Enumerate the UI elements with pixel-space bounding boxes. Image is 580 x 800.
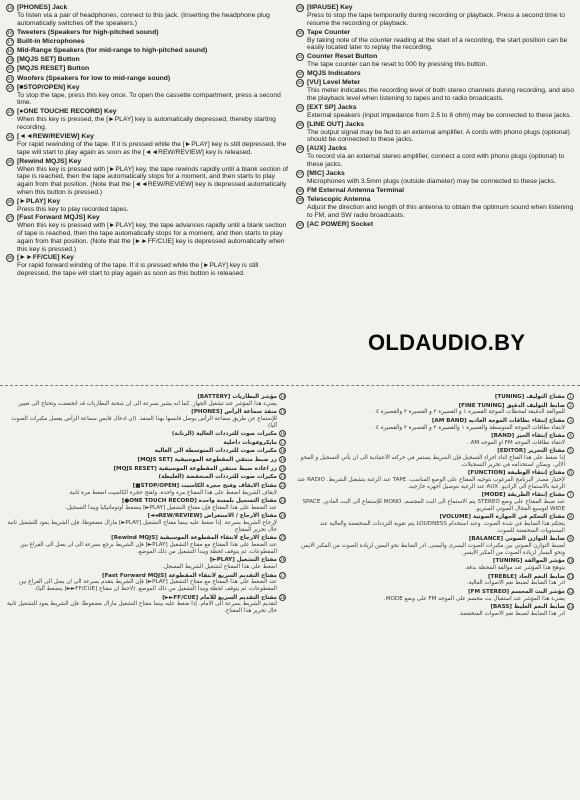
item-heading-line	[6, 158, 289, 166]
item-heading-line	[296, 104, 574, 112]
item-heading: [MQJS RESET] Button	[17, 65, 90, 73]
item-description: لإرجاع الشريط بسرعة. إذا ضغط عليه بينما مفتاح التشغيل [PLAY►] مازال مضغوطا، فإن الشريط يعود للتشغيل ثانية حال تحرير المفتاح.	[7, 520, 277, 533]
item-heading-line	[6, 65, 289, 73]
arabic-list-item	[294, 588, 574, 602]
item-heading-line	[6, 482, 286, 490]
item-description: لتقديم الشريط بسرعة الى الامام. إذا ضغط عليه بينما مفتاح التشغيل مازال مضغوطا، فإن الشريط يعود للتشغيل ثانية حال تحرير هذا المفتاح.	[6, 601, 277, 615]
item-number-badge: 21	[7, 76, 13, 82]
item-heading: زر ضبط منتقي المقطوعة الموسيقية [MQJS SET]	[137, 457, 277, 464]
item-number-badge: 28	[280, 595, 286, 601]
arabic-list-item	[6, 572, 286, 593]
arabic-list-item	[6, 408, 286, 429]
arabic-list-item	[6, 556, 286, 570]
manual-list-item	[6, 29, 289, 37]
item-heading: Tape Counter	[307, 28, 351, 36]
item-heading: [■STOP/OPEN] Key	[17, 83, 80, 91]
item-heading: مفتاح إنتقاء الوظيفة [FUNCTION]	[467, 470, 565, 477]
item-heading-line	[296, 187, 574, 195]
item-heading: مفتاح التقديم السريع للامام [FF/CUE►►]	[162, 594, 277, 601]
item-number-badge: 26	[280, 558, 286, 564]
item-number-badge: 33	[297, 81, 303, 87]
item-heading: [IIPAUSE] Key	[307, 4, 353, 11]
item-heading: [EXT SP] Jacks	[307, 103, 357, 111]
arabic-list-item	[6, 534, 286, 555]
manual-list-item	[6, 254, 289, 277]
item-description: To stop the tape, press this key once. To open the cassette compartment, press a second time.	[17, 91, 281, 107]
item-description: When this key is pressed with [►PLAY] key, the tape rewinds rapidly until a blank section of tape is reached, then the tape automatically stops for a moment, and then starts to play again from that position. (Note that the [◄◄REW/REVIEW] key is depressed automatically when this button is pressed.)	[17, 165, 289, 196]
item-number-badge: 39	[297, 198, 303, 204]
manual-list-item	[296, 79, 574, 102]
manual-list-item	[6, 65, 289, 73]
item-number-badge: 19	[7, 58, 13, 64]
manual-list-item	[296, 221, 574, 229]
item-number-badge: 16	[7, 30, 13, 36]
item-heading-line	[6, 430, 286, 438]
item-number-badge: 31	[297, 55, 303, 61]
item-heading: مكبرات صوت للترددات العالية (الرنانة)	[171, 431, 277, 438]
item-heading-line	[296, 121, 574, 129]
item-heading: FM External Antenna Terminal	[307, 186, 405, 194]
item-heading: Counter Reset Button	[307, 53, 378, 61]
item-number-badge: 8	[567, 513, 574, 520]
item-heading-line	[6, 38, 289, 46]
item-heading-line	[6, 47, 289, 55]
item-description: When this key is pressed, the [►PLAY] key is automatically depressed, thereby starting recording.	[17, 116, 276, 132]
arabic-list-item	[294, 417, 574, 431]
item-description: لإختيار مصدر البرنامج المرغوب بتوجيه المفتاح على الوضع المناسب. TAPE عند الرغبة بتشغيل الشريط. RADIO عند الرغبة بالاستماع الى الراديو. AUX عند الرغبة بتوصيل اجهزه خارجيه.	[297, 477, 565, 490]
item-number-badge: 24	[7, 134, 13, 140]
arabic-list-item	[294, 557, 574, 571]
item-heading-line	[294, 557, 574, 565]
item-heading-line	[6, 497, 286, 505]
arabic-list-item	[294, 393, 574, 401]
item-heading: [Fast Forward MQJS] Key	[17, 214, 100, 222]
item-description: للموالفة الدقيقة لمحطات الموجة القصيرة ١ و القصيرة ٢ و القصيرة ٣ والقصيرة ٤ .	[372, 409, 565, 416]
item-heading-line	[6, 408, 286, 416]
english-column-right	[296, 4, 574, 230]
item-heading: Telescopic Antenna	[307, 196, 371, 204]
item-number-badge: 38	[297, 188, 303, 194]
item-heading: Mid-Range Speakers (for mid-range to high-pitched sound)	[17, 46, 208, 54]
manual-list-item	[6, 38, 289, 46]
arabic-list-item	[294, 573, 574, 587]
manual-list-item	[6, 56, 289, 64]
arabic-list-item	[294, 513, 574, 534]
manual-list-item	[296, 121, 574, 144]
item-description: لايقاف الشريط اضغط على هذا المفتاح مرة واحدة، ولفتح حجرة الكاسيت اضغط مرة ثانية.	[68, 489, 277, 496]
arabic-list-item	[6, 594, 286, 615]
item-number-badge: 5	[567, 447, 574, 454]
manual-list-item	[296, 196, 574, 219]
item-description: لضبط التوازن الصوتي بين مكبرات الصوت اليسرى واليمنى. ادر الضابط نحو اليمين لزيادة الصوت من المكبر الايمن ونحو اليسار لزيادة الصوت من المكبر الايسر.	[300, 543, 565, 556]
item-heading-line	[6, 439, 286, 447]
item-heading: [AUX] Jacks	[307, 145, 347, 153]
item-heading: ضابط التوليف الدقيق [FINE TUNING]	[458, 402, 565, 409]
manual-list-item	[296, 4, 574, 27]
item-heading: [MQJS SET] Button	[17, 56, 80, 64]
item-description: Press this key to play recorded tapes.	[17, 205, 129, 213]
item-description: For rapid forward winding of the tape. If it is pressed while the [►PLAY] key is still depressed, the tape will start to play again as soon as this button is released.	[17, 262, 259, 278]
item-number-badge: 30	[297, 30, 303, 36]
item-heading: مفتاح الارجاع لانتقاء المقطوعة الموسيقية [Rewind MQJS]	[111, 535, 277, 542]
item-number-badge: 11	[568, 574, 574, 580]
manual-list-item	[6, 75, 289, 83]
item-heading-line	[294, 469, 574, 477]
item-heading: مؤشر الموالفة [TUNING]	[492, 558, 565, 565]
item-heading: مفتاح التشغيل [PLAY►]	[209, 557, 277, 564]
arabic-list-item	[6, 482, 286, 496]
manual-list-item	[6, 108, 289, 131]
arabic-column-right	[294, 393, 574, 797]
item-number-badge: 3	[567, 417, 574, 424]
item-number-badge: 27	[7, 216, 13, 222]
item-description: ادر هذا الضابط لضبط نغم الاصوات العالية.	[466, 580, 565, 587]
perforation-line	[0, 385, 580, 386]
manual-list-item	[296, 187, 574, 195]
item-heading-line	[6, 75, 289, 83]
arabic-column-left	[6, 393, 286, 797]
manual-list-item	[296, 70, 574, 78]
item-heading-line	[6, 534, 286, 542]
item-heading: Woofers (Speakers for low to mid-range sound)	[17, 74, 171, 82]
item-heading-line	[296, 79, 574, 87]
item-number-badge: 34	[297, 105, 303, 111]
item-number-badge: 26	[7, 199, 13, 205]
item-number-badge: 22	[280, 483, 286, 489]
item-number-badge: 36	[297, 147, 303, 153]
item-number-badge: 6	[567, 469, 574, 476]
item-heading-line	[6, 56, 289, 64]
manual-list-item	[6, 84, 289, 107]
item-description: عند الضغط على هذا المفتاح مع مفتاح التشغيل [PLAY►] فإن الشريط يرجع بسرعة الى ان يصل الى الفراغ بين المقطوعات، ثم يتوقف لحظة ويبدأ التشغيل من ذلك الموضع.	[20, 542, 277, 555]
item-heading: [◄◄REW/REVIEW] Key	[17, 132, 94, 140]
item-description: External speakers (input impedance from 2.5 to 8 ohm) may be connected to these jacks.	[307, 111, 572, 119]
manual-list-item	[6, 47, 289, 55]
item-heading-line	[6, 456, 286, 464]
item-description: يضيء هذا المؤشر عند استقبال بث مجسم على الموجه FM على وضع MODE.	[383, 595, 565, 602]
item-number-badge: 40	[297, 222, 303, 228]
item-heading: [PHONES] Jack	[17, 4, 68, 11]
item-description: The output signal may be fed to an external amplifier. A cords with phono plugs (optional) should be connected to these jacks.	[307, 128, 570, 144]
item-description: To listen via a pair of headphones, connect to this jack. (Inserting the headphone plug automatically switches off the speakers.)	[17, 12, 270, 27]
item-number-badge: 4	[567, 432, 574, 439]
item-description: This meter indicates the recording level of both stereo channels during recording, and also the playback level when listening to tapes and to radio broadcasts.	[307, 87, 574, 102]
item-heading-line	[296, 196, 574, 204]
item-number-badge: 7	[567, 491, 574, 498]
item-heading-line	[6, 556, 286, 564]
item-description: للإستماع عن طريق سماعة الرأس يوصل قابسها بهذا المنفذ. (ان ادخال قابس سماعة الرأس يفصل مكبرات الصوت آليا).	[11, 416, 277, 429]
item-heading-line	[294, 432, 574, 440]
arabic-list-item	[6, 473, 286, 481]
item-description: يضيء هذا المؤشر عند تشغيل الجهاز. كما انه يشير بسرعة الى ان شحنة البطاريات قد انخفضت وتحتاج الى تغيير.	[17, 400, 277, 407]
arabic-list-item	[294, 402, 574, 416]
item-heading: مفتاح الايقاف وفتح حجرة الكاسيت [STOP/OPEN■]	[132, 482, 277, 489]
item-number-badge: 17	[7, 39, 13, 45]
item-heading-line	[6, 447, 286, 455]
arabic-list-item	[6, 430, 286, 438]
manual-list-item	[6, 158, 289, 197]
item-heading: [●ONE TOUCHE RECORD] Key	[17, 108, 117, 116]
item-description: إذا ضغط على هذا الفتاح اثناء اجراء التسجيل فإن الشريط يستمر في حركته الاعتيادية الى ان يأتي التسجيل و المحو الالي. ويمكن استخدامه في تحرير التسجيلات.	[300, 455, 565, 468]
item-heading: مفتاح التحرير [EDITOR]	[497, 448, 565, 455]
arabic-list-item	[6, 456, 286, 464]
item-heading: [Rewind MQJS] Key	[17, 157, 82, 165]
item-heading-line	[296, 221, 574, 229]
item-heading-line	[6, 84, 289, 92]
item-heading: مؤشر البطاريات [BATTERY]	[197, 394, 277, 400]
manual-list-item	[6, 4, 289, 27]
manual-list-item	[296, 145, 574, 168]
item-number-badge: 15	[7, 6, 13, 11]
item-heading-line	[296, 70, 574, 78]
item-heading: Built-in Microphones	[17, 37, 85, 45]
item-heading: مفتاح إنتقاء الحيز [BAND]	[491, 433, 565, 440]
item-number-badge: 17	[280, 440, 286, 446]
item-heading: Tweeters (Speakers for high-pitched sound)	[17, 28, 159, 36]
item-number-badge: 23	[7, 110, 13, 116]
item-heading-line	[6, 108, 289, 116]
item-number-badge: 14	[280, 395, 286, 400]
item-heading-line	[6, 29, 289, 37]
item-heading: منفذ سماعة الرأس [PHONES]	[191, 409, 277, 416]
manual-list-item	[6, 198, 289, 214]
item-number-badge: 37	[297, 171, 303, 177]
item-heading: زر اعادة ضبط منتقي المقطوعة الموسيقية [MQJS RESET]	[113, 465, 277, 472]
item-heading: [AC POWER] Socket	[307, 220, 374, 228]
arabic-list-item	[294, 535, 574, 556]
item-number-badge: 21	[280, 475, 286, 481]
item-heading-line	[294, 417, 574, 425]
item-number-badge: 16	[280, 432, 286, 438]
arabic-list-item	[6, 447, 286, 455]
manual-list-item	[296, 29, 574, 52]
arabic-list-item	[294, 491, 574, 512]
item-heading: مفتاح إنتقاء نطاقات الموجة العاديه [AM BAND]	[431, 417, 565, 424]
item-heading: مفتاح التقديم السريع لانتقاء المقطوعة [Fast Forward MQJS]	[102, 572, 277, 579]
item-heading: ضابط النغم الحاد [TREBLE]	[487, 573, 565, 580]
arabic-list-item	[6, 497, 286, 511]
item-description: لانتقاء نطاقات الموجة المتوسطة والقصيرة ١ والقصيرة ٢ و القصيرة ٣ والقصيرة ٤ .	[372, 424, 565, 431]
item-heading-line	[6, 512, 286, 520]
site-watermark: OLDAUDIO.BY	[368, 330, 526, 355]
item-heading-line	[294, 393, 574, 401]
item-number-badge: 12	[568, 590, 574, 596]
item-description: اضغط على هذا المفتاح لتشغيل الشريط المسجل.	[162, 564, 277, 571]
manual-list-item	[296, 170, 574, 186]
item-heading-line	[294, 573, 574, 581]
english-column-left	[6, 4, 289, 279]
item-heading: مايكروفونات داخلية	[223, 439, 277, 446]
manual-list-item	[296, 104, 574, 120]
item-heading-line	[6, 133, 289, 141]
item-heading: [►►FF/CUE] Key	[17, 254, 74, 262]
item-heading-line	[6, 214, 289, 222]
item-description: ادر هذا الضابط لضبط نغم الاصوات المنخفضة.	[458, 611, 565, 618]
item-heading-line	[6, 473, 286, 481]
item-heading: [►PLAY] Key	[17, 197, 61, 205]
item-number-badge: 25	[280, 536, 286, 542]
item-heading-line	[296, 170, 574, 178]
item-heading: MQJS Indicators	[307, 70, 361, 78]
item-number-badge: 32	[297, 72, 303, 78]
item-heading-line	[6, 393, 286, 401]
item-heading: [LINE OUT] Jacks	[307, 120, 365, 128]
item-description: By taking note of the counter reading at the start of a recording, the start position can be easily located later to replay the recording.	[307, 36, 568, 52]
item-description: يتوهج هذا المؤشر عند موالفة المحطة بدقة.	[464, 565, 565, 572]
item-number-badge: 10	[568, 559, 574, 565]
item-number-badge: 25	[7, 159, 13, 165]
item-number-badge: 13	[568, 605, 574, 611]
item-heading: مفتاح التوليف [TUNING]	[494, 394, 565, 400]
item-description: Microphones with 3.5mm plugs (outside diameter) may be connected to these jacks.	[307, 177, 557, 185]
arabic-list-item	[294, 469, 574, 490]
item-heading: مفتاح إنتقاء الطريقة [MODE]	[481, 492, 565, 499]
item-heading-line	[296, 4, 574, 12]
item-number-badge: 9	[567, 535, 574, 542]
item-number-badge: 24	[280, 514, 286, 520]
item-description: عند الضغط على هذا المفتاح مع مفتاح التشغيل [PLAY►] فإن الشريط يتقدم بسرعة الى ان يصل الى الفراغ بين المقطوعات، ثم يتوقف لحظة ويبدأ التشغيل من ذلك الموضع. (لاحظ ان مفتاح [FF/CUE►►] ينضغط آليا).	[18, 579, 277, 593]
item-heading: مؤشر البث المجسم [FM STEREO]	[468, 589, 565, 596]
arabic-list-item	[6, 512, 286, 533]
item-heading-line	[296, 29, 574, 37]
item-heading: مفتاح التسجيل بلمسة واحدة [ONE TOUCH RECORD●]	[121, 498, 277, 505]
item-description: The tape counter can be reset to 000 by pressing this button.	[307, 61, 488, 69]
item-description: لانتقاء نطاقات الموجه FM او الموجه AM .	[467, 439, 565, 446]
item-heading: مفتاح الارجاع / الاستعراض [REW/REVIEW◄◄]	[147, 513, 277, 520]
item-number-badge: 19	[280, 458, 286, 464]
item-description: For rapid rewinding of the tape. If it is pressed while the [►PLAY] key is still depressed, the tape will start to play again as soon as the [◄◄REW/REVIEW] key is released.	[17, 140, 287, 156]
item-description: When this key is pressed with [►PLAY] key, the tape advances rapidly until a blank section of tape is reached, then the tape automatically stops for a moment, and then starts to play again from that position. (Note that the [►►FF/CUE] key is depressed automatically when this key is pressed.)	[17, 222, 287, 253]
item-heading: مكبرات صوت للترددات المتوسطة الى العالية	[154, 448, 277, 455]
item-description: Adjust the direction and length of this antenna to obtain the optimum sound when listening to FM, and SW radio broadcasts.	[307, 204, 574, 219]
item-number-badge: 29	[297, 6, 303, 11]
item-number-badge: 22	[7, 85, 13, 91]
arabic-list-item	[294, 447, 574, 468]
item-heading-line	[6, 572, 286, 580]
item-number-badge: 28	[7, 256, 13, 262]
manual-list-item	[6, 133, 289, 156]
item-heading-line	[296, 53, 574, 61]
item-heading-line	[296, 145, 574, 153]
item-heading-line	[294, 603, 574, 611]
item-heading: مفتاح التحكم في الجهارة الصوتية [VOLUME]	[439, 514, 565, 521]
item-heading: [VU] Level Meter	[307, 79, 361, 87]
manual-list-item	[296, 53, 574, 69]
item-heading: ضابط التوازن الصوتي [BALANCE]	[468, 536, 565, 543]
item-description: To record via an external stereo amplifier, connect a cord with phono plugs (optional) to these jacks.	[307, 153, 565, 169]
item-number-badge: 27	[280, 573, 286, 579]
manual-list-item	[6, 214, 289, 253]
arabic-list-item	[6, 439, 286, 447]
item-number-badge: 18	[7, 48, 13, 54]
arabic-list-item	[294, 603, 574, 617]
item-number-badge: 2	[567, 402, 574, 409]
item-heading-line	[6, 465, 286, 473]
arabic-list-item	[6, 465, 286, 473]
item-number-badge: 15	[280, 410, 286, 416]
item-heading-line	[6, 594, 286, 602]
item-heading: [MIC] Jacks	[307, 169, 345, 177]
item-number-badge: 23	[280, 499, 286, 505]
item-description: عند ضبط المفتاح على وضع STEREO يتم الاستماع الى البث المجسم. MONO للإستماع الى البث العادي. SPACE WIDE لتوسيع المجال الصوتي الستريو.	[302, 499, 565, 512]
item-heading-line	[294, 588, 574, 596]
item-description: عند الضغط على هذا المفتاح فإن مفتاح التشغيل [PLAY►] ينضغط أوتوماتيكيا ويبدأ التسجيل.	[65, 504, 277, 511]
item-heading: ضابط النغم الغليظ [BASS]	[490, 604, 565, 611]
item-number-badge: 20	[7, 67, 13, 73]
item-heading: مكبرات صوت للترددات المنخفضة (الغليظة)	[158, 474, 277, 481]
item-description: يتحكم هذا الضابط في شدة الصوت. وعند استخدام LOUDNESS يتم تقوية الترددات المنخفضة والعالية عند المستويات المنخفضة للصوت.	[319, 521, 565, 534]
arabic-list-item	[294, 432, 574, 446]
arabic-list-item	[6, 393, 286, 407]
item-number-badge: 1	[567, 393, 574, 400]
item-heading-line	[6, 4, 289, 12]
item-description: Press to stop the tape temporarily during recording or playback. Press a second time to resume the recording or playback.	[307, 12, 565, 27]
item-number-badge: 35	[297, 122, 303, 128]
item-number-badge: 20	[280, 466, 286, 472]
item-heading-line	[6, 254, 289, 262]
item-heading-line	[294, 491, 574, 499]
item-heading-line	[6, 198, 289, 206]
item-number-badge: 18	[280, 449, 286, 455]
